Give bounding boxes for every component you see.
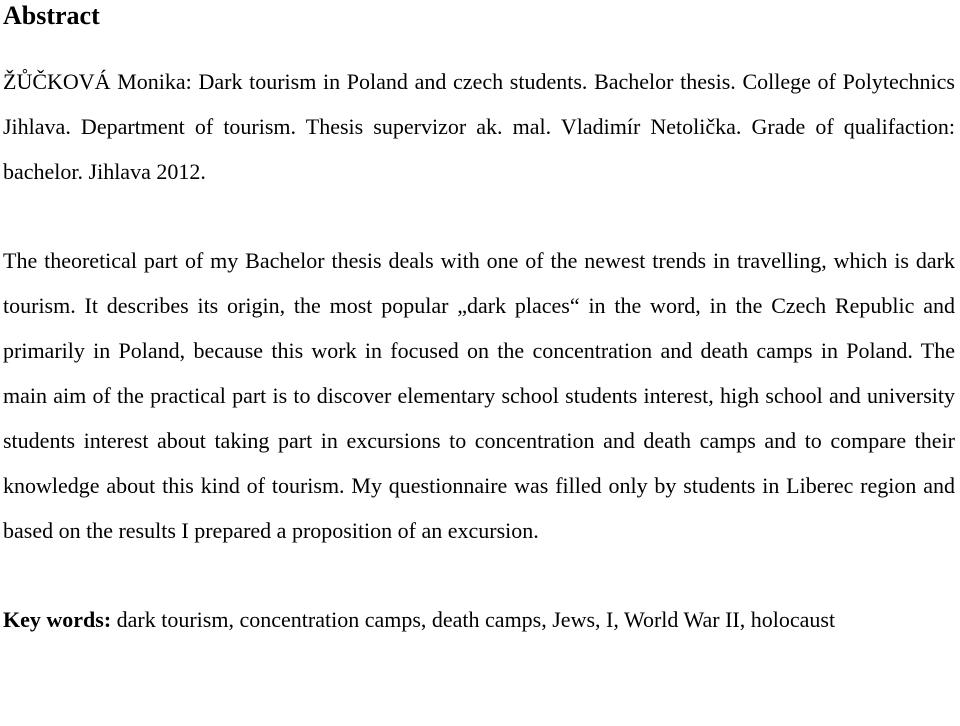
abstract-body-paragraph: The theoretical part of my Bachelor thesis deals with one of the newest trends in travelling, which is dark tourism. It describes its origin, the most popular „dark places“ in the word, in the Czech Republic and primarily in Poland, because this work in focused on the concentration and death camps in Poland. The main aim of the practical part is to discover elementary school students interest, high school and university students interest about taking part in excursions to concentration and death camps and to compare their knowledge about this kind of tourism. My questionnaire was filled only by students in Liberec region and based on the results I prepared a proposition of an excursion. [3, 248, 955, 543]
citation-paragraph: ŽŮČKOVÁ Monika: Dark tourism in Poland and czech students. Bachelor thesis. College of Polytechnics Jihlava. Department of tourism. Thesis supervizor ak. mal. Vladimír Netolička. Grade of qualifaction: bachelor. Jihlava 2012. [3, 69, 955, 184]
document-page [3, 0, 955, 642]
abstract-heading: Abstract [3, 1, 100, 30]
keywords-paragraph [3, 597, 955, 642]
keywords-list: dark tourism, concentration camps, death camps, Jews, I, World War II, holocaust [116, 607, 836, 632]
keywords-label: Key words: [3, 607, 112, 632]
